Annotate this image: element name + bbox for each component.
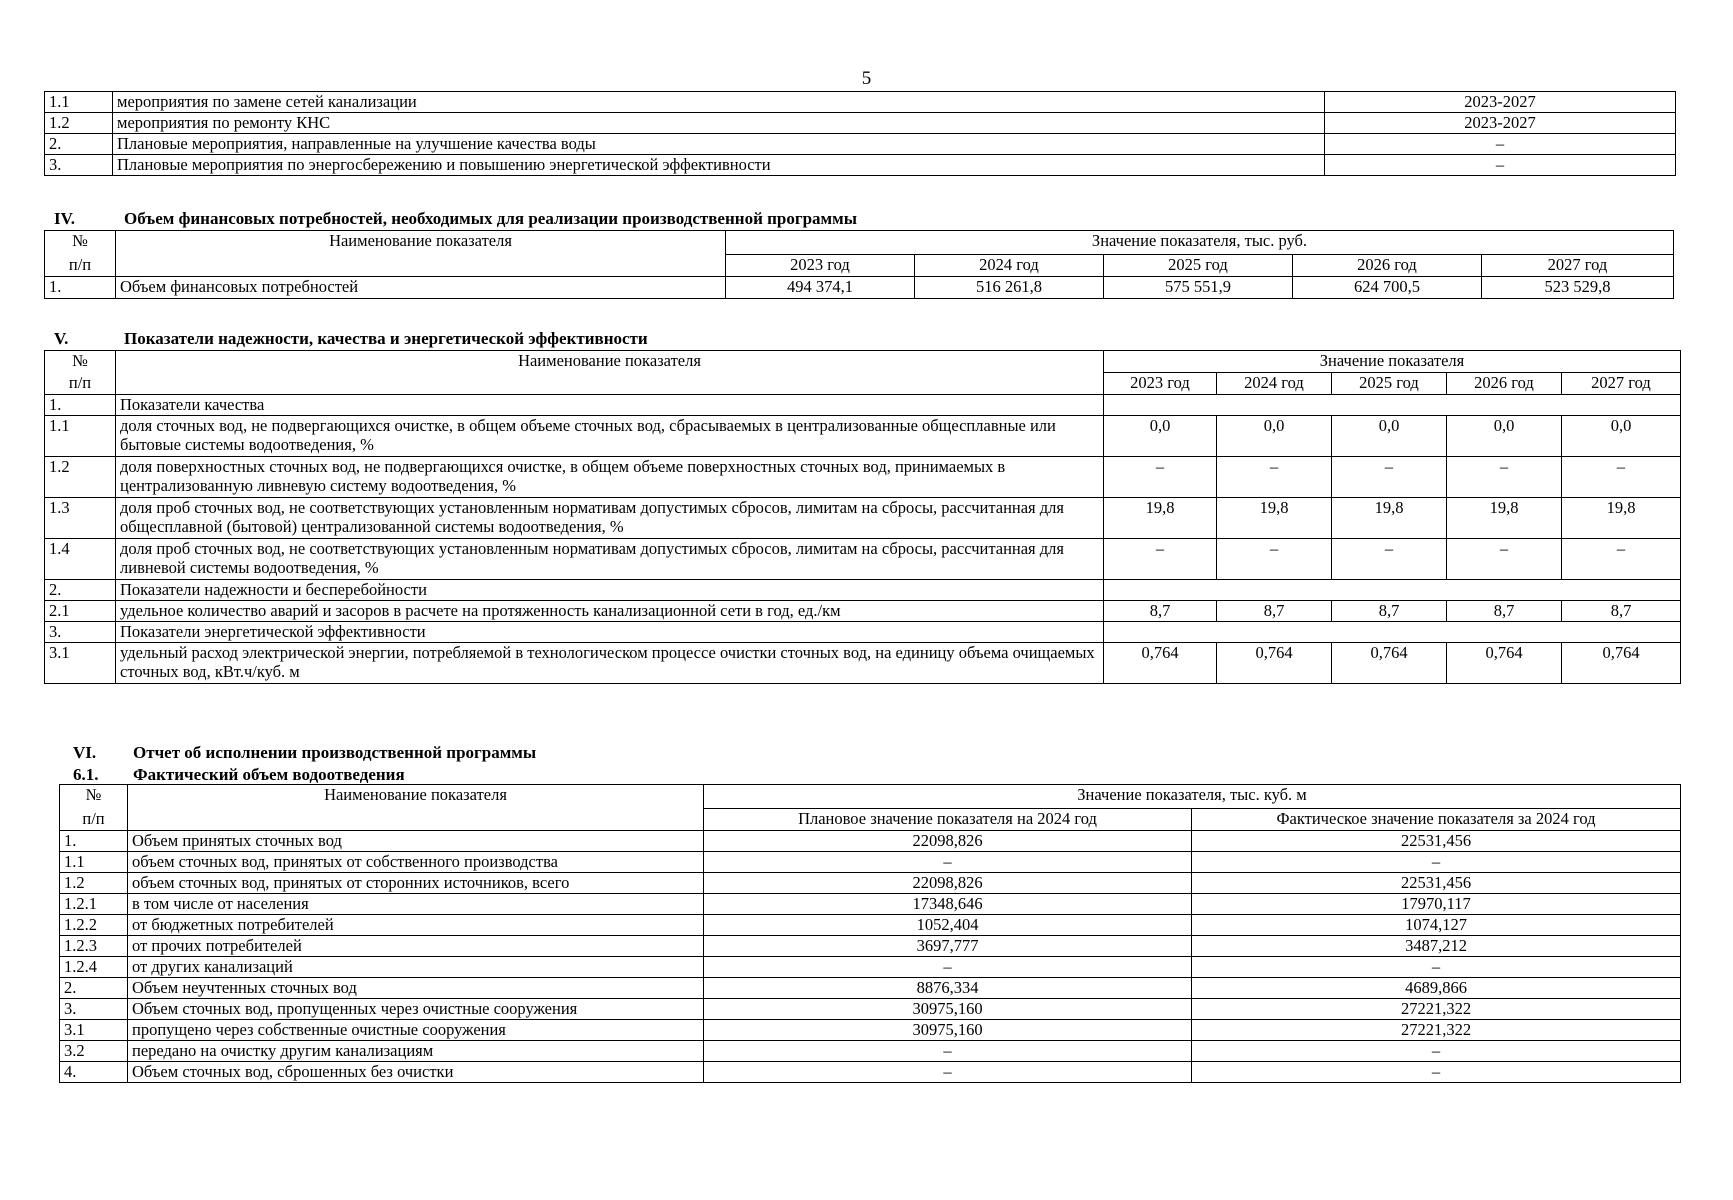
row-period: 2023-2027 (1325, 92, 1676, 113)
row-name: доля проб сточных вод, не соответствующих установленным нормативам допустимых сбросов, лимитам на сбросы, рассчитанная для общесплавной (бытовой) централизованной системы водоотведения, % (116, 498, 1104, 539)
row-name: Объем принятых сточных вод (128, 831, 704, 852)
financial-needs-table (44, 230, 1674, 299)
s5-head-pp: п/п (45, 373, 116, 395)
value-cell: – (1562, 539, 1681, 580)
table-row (60, 873, 1681, 894)
table-row (60, 852, 1681, 873)
row-name: от других канализаций (128, 957, 704, 978)
row-number: 3. (45, 155, 113, 176)
value-cell: 0,0 (1562, 416, 1681, 457)
value-cell: 523 529,8 (1482, 277, 1674, 299)
fact-value: 17970,117 (1192, 894, 1681, 915)
row-name: Плановые мероприятия по энергосбережению и повышению энергетической эффективности (113, 155, 1325, 176)
row-number: 3. (45, 622, 116, 643)
value-cell: – (1447, 539, 1562, 580)
year-header: 2026 год (1447, 373, 1562, 395)
section-6-heading (73, 743, 536, 763)
year-header: 2025 год (1104, 255, 1293, 277)
table-row (45, 277, 1674, 299)
value-cell: – (1447, 457, 1562, 498)
fact-value: 27221,322 (1192, 999, 1681, 1020)
table-row (45, 601, 1681, 622)
fact-value: 4689,866 (1192, 978, 1681, 999)
s6-head-num: № (60, 785, 128, 809)
value-cell: 0,764 (1447, 643, 1562, 684)
section-5-heading (54, 329, 648, 349)
fact-value: 1074,127 (1192, 915, 1681, 936)
section-5-number: V. (54, 329, 69, 348)
value-cell: 494 374,1 (726, 277, 915, 299)
year-header: 2027 год (1482, 255, 1674, 277)
row-number: 2. (45, 580, 116, 601)
section-5-title: Показатели надежности, качества и энергетической эффективности (124, 329, 648, 348)
table-row (60, 894, 1681, 915)
row-name: передано на очистку другим канализациям (128, 1041, 704, 1062)
row-number: 2. (45, 134, 113, 155)
page-number: 5 (861, 68, 872, 89)
row-number: 1.4 (45, 539, 116, 580)
row-number: 1.2 (45, 457, 116, 498)
value-cell: – (1332, 457, 1447, 498)
plan-value: 17348,646 (704, 894, 1192, 915)
plan-value: 22098,826 (704, 831, 1192, 852)
value-cell: 0,764 (1217, 643, 1332, 684)
value-cell: 0,764 (1562, 643, 1681, 684)
fact-value: – (1192, 1041, 1681, 1062)
section-4-number: IV. (54, 209, 75, 228)
value-cell: – (1562, 457, 1681, 498)
fact-value: – (1192, 852, 1681, 873)
table-row (60, 1041, 1681, 1062)
indicators-table (44, 350, 1681, 684)
row-number: 2.1 (45, 601, 116, 622)
row-name: объем сточных вод, принятых от собственного производства (128, 852, 704, 873)
section-4-heading (54, 209, 857, 229)
row-number: 1. (60, 831, 128, 852)
value-cell: 0,764 (1104, 643, 1217, 684)
empty-value-cell (1104, 622, 1681, 643)
row-name: Объем финансовых потребностей (116, 277, 726, 299)
value-cell: 19,8 (1217, 498, 1332, 539)
s5-head-name: Наименование показателя (116, 351, 1104, 395)
value-cell: – (1217, 457, 1332, 498)
s6-col-plan: Плановое значение показателя на 2024 год (704, 809, 1192, 831)
empty-value-cell (1104, 395, 1681, 416)
value-cell: 8,7 (1562, 601, 1681, 622)
value-cell: 575 551,9 (1104, 277, 1293, 299)
section-6-number: VI. (73, 743, 97, 762)
table-row (45, 643, 1681, 684)
row-name: удельный расход электрической энергии, потребляемой в технологическом процессе очистки сточных вод, на единицу объема очищаемых сточных вод, кВт.ч/куб. м (116, 643, 1104, 684)
row-number: 3.1 (60, 1020, 128, 1041)
table-row (45, 395, 1681, 416)
s6-head-value: Значение показателя, тыс. куб. м (704, 785, 1681, 809)
row-name: пропущено через собственные очистные сооружения (128, 1020, 704, 1041)
table-row (60, 1062, 1681, 1083)
section-6-1-heading (73, 765, 405, 785)
row-name: удельное количество аварий и засоров в расчете на протяженность канализационной сети в год, ед./км (116, 601, 1104, 622)
value-cell: 19,8 (1562, 498, 1681, 539)
value-cell: 8,7 (1104, 601, 1217, 622)
s4-head-num: № (45, 231, 116, 255)
s5-head-num: № (45, 351, 116, 373)
fact-value: 3487,212 (1192, 936, 1681, 957)
section-6-1-title: Фактический объем водоотведения (133, 765, 405, 784)
row-name: Показатели качества (116, 395, 1104, 416)
value-cell: – (1332, 539, 1447, 580)
value-cell: 0,0 (1332, 416, 1447, 457)
fact-value: 22531,456 (1192, 831, 1681, 852)
year-header: 2024 год (915, 255, 1104, 277)
plan-value: 22098,826 (704, 873, 1192, 894)
section-4-title: Объем финансовых потребностей, необходимых для реализации производственной программы (124, 209, 857, 228)
row-period: – (1325, 134, 1676, 155)
plan-value: 8876,334 (704, 978, 1192, 999)
table-row (45, 113, 1676, 134)
row-name: доля проб сточных вод, не соответствующих установленным нормативам допустимых сбросов, лимитам на сбросы, рассчитанная для ливневой системы водоотведения, % (116, 539, 1104, 580)
row-name: в том числе от населения (128, 894, 704, 915)
row-number: 3. (60, 999, 128, 1020)
value-cell: – (1104, 457, 1217, 498)
table-row (45, 92, 1676, 113)
value-cell: 0,0 (1104, 416, 1217, 457)
section-6-1-number: 6.1. (73, 765, 99, 784)
value-cell: 8,7 (1217, 601, 1332, 622)
row-number: 2. (60, 978, 128, 999)
row-number: 1.2.1 (60, 894, 128, 915)
value-cell: 19,8 (1447, 498, 1562, 539)
row-number: 1. (45, 277, 116, 299)
table-row (45, 498, 1681, 539)
plan-value: 30975,160 (704, 999, 1192, 1020)
table-row (45, 457, 1681, 498)
row-number: 1.1 (60, 852, 128, 873)
plan-value: – (704, 957, 1192, 978)
row-number: 4. (60, 1062, 128, 1083)
value-cell: 624 700,5 (1293, 277, 1482, 299)
row-name: объем сточных вод, принятых от сторонних источников, всего (128, 873, 704, 894)
row-name: Плановые мероприятия, направленные на улучшение качества воды (113, 134, 1325, 155)
year-header: 2027 год (1562, 373, 1681, 395)
fact-value: – (1192, 1062, 1681, 1083)
year-header: 2023 год (726, 255, 915, 277)
s4-head-value: Значение показателя, тыс. руб. (726, 231, 1674, 255)
row-name: мероприятия по ремонту КНС (113, 113, 1325, 134)
row-period: – (1325, 155, 1676, 176)
value-cell: – (1217, 539, 1332, 580)
section-6-title: Отчет об исполнении производственной программы (133, 743, 537, 762)
value-cell: 516 261,8 (915, 277, 1104, 299)
table-row (60, 936, 1681, 957)
table-row (60, 999, 1681, 1020)
row-period: 2023-2027 (1325, 113, 1676, 134)
table-row (45, 580, 1681, 601)
table-row (60, 978, 1681, 999)
empty-value-cell (1104, 580, 1681, 601)
row-number: 3.2 (60, 1041, 128, 1062)
year-header: 2026 год (1293, 255, 1482, 277)
value-cell: 8,7 (1447, 601, 1562, 622)
wastewater-volume-table (59, 784, 1681, 1083)
year-header: 2023 год (1104, 373, 1217, 395)
s4-head-name: Наименование показателя (116, 231, 726, 277)
row-name: Объем неучтенных сточных вод (128, 978, 704, 999)
row-name: от прочих потребителей (128, 936, 704, 957)
value-cell: 19,8 (1104, 498, 1217, 539)
row-number: 1.2 (45, 113, 113, 134)
row-name: Показатели энергетической эффективности (116, 622, 1104, 643)
row-number: 1.3 (45, 498, 116, 539)
row-number: 1.2.4 (60, 957, 128, 978)
s6-head-name: Наименование показателя (128, 785, 704, 831)
row-name: доля сточных вод, не подвергающихся очистке, в общем объеме сточных вод, сбрасываемых в централизованные общесплавные или бытовые системы водоотведения, % (116, 416, 1104, 457)
s6-col-fact: Фактическое значение показателя за 2024 год (1192, 809, 1681, 831)
row-name: Объем сточных вод, пропущенных через очистные сооружения (128, 999, 704, 1020)
fact-value: 27221,322 (1192, 1020, 1681, 1041)
s6-head-pp: п/п (60, 809, 128, 831)
row-name: Показатели надежности и бесперебойности (116, 580, 1104, 601)
value-cell: 19,8 (1332, 498, 1447, 539)
row-number: 1.2.2 (60, 915, 128, 936)
year-header: 2025 год (1332, 373, 1447, 395)
value-cell: 8,7 (1332, 601, 1447, 622)
plan-value: – (704, 1041, 1192, 1062)
table-row (45, 622, 1681, 643)
row-number: 1.1 (45, 416, 116, 457)
plan-value: – (704, 1062, 1192, 1083)
table-row (45, 539, 1681, 580)
row-name: доля поверхностных сточных вод, не подвергающихся очистке, в общем объеме поверхностных сточных вод, принимаемых в централизованную ливневую систему водоотведения, % (116, 457, 1104, 498)
year-header: 2024 год (1217, 373, 1332, 395)
row-number: 1.2.3 (60, 936, 128, 957)
s5-head-value: Значение показателя (1104, 351, 1681, 373)
row-number: 3.1 (45, 643, 116, 684)
table-row (60, 915, 1681, 936)
row-name: мероприятия по замене сетей канализации (113, 92, 1325, 113)
plan-value: 30975,160 (704, 1020, 1192, 1041)
value-cell: 0,764 (1332, 643, 1447, 684)
row-number: 1.2 (60, 873, 128, 894)
table-row (45, 416, 1681, 457)
row-name: от бюджетных потребителей (128, 915, 704, 936)
plan-value: – (704, 852, 1192, 873)
value-cell: 0,0 (1217, 416, 1332, 457)
value-cell: – (1104, 539, 1217, 580)
s4-head-pp: п/п (45, 255, 116, 277)
fact-value: – (1192, 957, 1681, 978)
measures-table (44, 91, 1676, 176)
table-row (60, 957, 1681, 978)
fact-value: 22531,456 (1192, 873, 1681, 894)
table-row (60, 1020, 1681, 1041)
table-row (45, 155, 1676, 176)
row-name: Объем сточных вод, сброшенных без очистки (128, 1062, 704, 1083)
plan-value: 3697,777 (704, 936, 1192, 957)
plan-value: 1052,404 (704, 915, 1192, 936)
row-number: 1.1 (45, 92, 113, 113)
row-number: 1. (45, 395, 116, 416)
value-cell: 0,0 (1447, 416, 1562, 457)
table-row (60, 831, 1681, 852)
table-row (45, 134, 1676, 155)
